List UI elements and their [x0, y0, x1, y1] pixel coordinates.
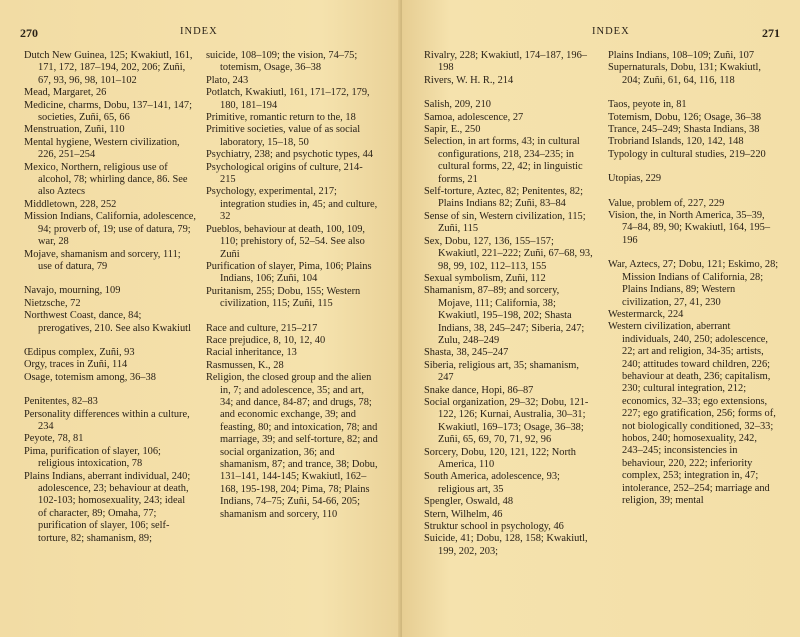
right-page	[402, 0, 800, 637]
index-entry: Psychiatry, 238; and psychotic types, 44	[206, 149, 373, 161]
index-entry: Personality differences within a culture, 234	[24, 408, 190, 432]
index-entry: Medicine, charms, Dobu, 137–141, 147; societies, Zuñi, 65, 66	[24, 99, 192, 124]
index-entry: Mental hygiene, Western civilization, 226, 251–254	[24, 136, 180, 161]
left-page-number: 270	[20, 26, 38, 40]
index-entry: Northwest Coast, dance, 84; prerogatives, 210. See also Kwakiutl	[24, 310, 191, 334]
index-entry: Taos, peyote in, 81	[608, 99, 687, 111]
index-entry: suicide, 108–109; the vision, 74–75; totemism, Osage, 36–38	[206, 50, 358, 74]
index-entry: Stern, Wilhelm, 46	[424, 508, 503, 520]
index-entry: Vision, the, in North America, 35–39, 74–84, 89, 90; Kwakiutl, 164, 195–196	[608, 210, 771, 246]
index-entry: Salish, 209, 210	[424, 99, 491, 111]
index-entry: Middletown, 228, 252	[24, 198, 117, 210]
right-index-column-2	[608, 50, 780, 507]
index-entry: Self-torture, Aztec, 82; Penitentes, 82; Plains Indians 82; Zuñi, 83–84	[424, 186, 583, 210]
index-entry: Value, problem of, 227, 229	[608, 197, 725, 209]
index-entry: Puritanism, 255; Dobu, 155; Western civilization, 115; Zuñi, 115	[206, 285, 361, 310]
index-entry: Pueblos, behaviour at death, 100, 109, 110; prehistory of, 52–54. See also Zuñi	[206, 223, 366, 260]
index-entry: Purification of slayer, Pima, 106; Plains Indians, 106; Zuñi, 104	[206, 260, 372, 285]
right-index-column-1	[424, 50, 596, 558]
section-gap	[24, 384, 196, 396]
index-entry: Religion, the closed group and the alien in, 7; and adolescence, 35; and art, 34; and dance, 84-87; and drugs, 78; and economic exchange, 39; and feasting, 80; and intoxication, 78; and marriage, 39; and self-torture, 82; and social organization, 36; and shamanism, 87; and trance, 38; Dobu, 131–141, 144-145; Kwakiutl, 162–168, 195-198, 204; Pima, 78; Plains Indians, 74–75; Zuñi, 54-66, 205; shamanism and sorcery, 110	[206, 372, 378, 520]
index-entry: Dutch New Guinea, 125; Kwakiutl, 161, 171, 172, 187–194, 202, 206; Zuñi, 67, 93, 96, 98, 101–102	[24, 50, 193, 86]
index-entry: Race prejudice, 8, 10, 12, 40	[206, 334, 326, 346]
left-running-header: INDEX	[180, 26, 218, 37]
index-entry: Samoa, adolescence, 27	[424, 111, 524, 123]
index-entry: Osage, totemism among, 36–38	[24, 371, 156, 383]
index-entry: Struktur school in psychology, 46	[424, 521, 564, 533]
section-gap	[608, 87, 780, 99]
right-running-header: INDEX	[592, 26, 630, 37]
index-entry: Trobriand Islands, 120, 142, 148	[608, 136, 744, 148]
index-entry: Nietzsche, 72	[24, 297, 81, 309]
index-entry: Mojave, shamanism and sorcery, 111; use of datura, 79	[24, 248, 181, 272]
index-entry: Mission Indians, California, adolescence, 94; proverb of, 19; use of datura, 79; war, 28	[24, 211, 196, 248]
index-entry: Peyote, 78, 81	[24, 433, 84, 445]
index-entry: Westermarck, 224	[608, 308, 684, 320]
index-entry: Selection, in art forms, 43; in cultural configurations, 218, 234–235; in cultural forms, 22, 42; in linguistic forms, 21	[424, 136, 583, 185]
index-entry: Snake dance, Hopi, 86–87	[424, 384, 534, 396]
index-entry: Sense of sin, Western civilization, 115; Zuñi, 115	[424, 210, 586, 235]
index-entry: Plains Indians, aberrant individual, 240; adolescence, 23; behaviour at death, 102-103; homosexuality, 243; ideal of character, 89; Omaha, 77; purification of slayer, 106; self-torture, 82; shamanism, 89;	[24, 470, 191, 544]
index-entry: Rasmussen, K., 28	[206, 359, 284, 371]
index-entry: Social organization, 29–32; Dobu, 121-122, 126; Kurnai, Australia, 30–31; Kwakiutl, 169–173; Osage, 36–38; Zuñi, 65, 69, 70, 71, 92, 96	[424, 396, 589, 446]
section-gap	[206, 311, 378, 323]
index-entry: Menstruation, Zuñi, 110	[24, 124, 125, 136]
section-gap	[608, 161, 780, 173]
index-entry: Penitentes, 82–83	[24, 396, 98, 408]
index-entry: Trance, 245–249; Shasta Indians, 38	[608, 124, 760, 136]
index-entry: Plato, 243	[206, 74, 249, 86]
index-entry: Navajo, mourning, 109	[24, 285, 121, 297]
index-entry: Psychological origins of culture, 214-215	[206, 161, 363, 186]
index-entry: Spengler, Oswald, 48	[424, 496, 514, 508]
index-entry: Pima, purification of slayer, 106; religious intoxication, 78	[24, 445, 161, 470]
index-entry: Utopias, 229	[608, 173, 662, 185]
index-entry: South America, adolescence, 93; religious art, 35	[424, 471, 560, 495]
section-gap	[24, 335, 196, 347]
index-entry: Sex, Dobu, 127, 136, 155–157; Kwakiutl, 221–222; Zuñi, 67–68, 93, 98, 99, 102, 112–113, 155	[424, 235, 593, 272]
index-entry: War, Aztecs, 27; Dobu, 121; Eskimo, 28; Mission Indians of California, 28; Plains Indians, 89; Western civilization, 27, 41, 230	[608, 259, 779, 308]
left-index-column-2	[206, 50, 378, 521]
index-entry: Siberia, religious art, 35; shamanism, 247	[424, 359, 579, 384]
index-entry: Orgy, traces in Zuñi, 114	[24, 359, 128, 371]
index-entry: Totemism, Dobu, 126; Osage, 36–38	[608, 111, 762, 123]
index-entry: Shamanism, 87–89; and sorcery, Mojave, 111; California, 38; Kwakiutl, 195–198, 202; Shasta Indians, 38, 245–247; Siberia, 247; Zulu, 248–249	[424, 285, 585, 346]
index-entry: Mead, Margaret, 26	[24, 87, 107, 99]
index-entry: Sapir, E., 250	[424, 124, 481, 136]
left-index-column-1	[24, 50, 196, 545]
index-entry: Œdipus complex, Zuñi, 93	[24, 346, 135, 358]
index-entry: Supernaturals, Dobu, 131; Kwakiutl, 204; Zuñi, 61, 64, 116, 118	[608, 62, 761, 86]
index-entry: Race and culture, 215–217	[206, 322, 318, 334]
index-entry: Shasta, 38, 245–247	[424, 347, 509, 359]
index-entry: Potlatch, Kwakiutl, 161, 171–172, 179, 180, 181–194	[206, 87, 370, 111]
section-gap	[608, 186, 780, 198]
index-entry: Plains Indians, 108–109; Zuñi, 107	[608, 50, 755, 61]
index-entry: Mexico, Northern, religious use of alcohol, 78; whirling dance, 86. See also Aztecs	[24, 161, 188, 198]
right-page-number: 271	[762, 26, 780, 40]
index-entry: Western civilization, aberrant individuals, 240, 250; adolescence, 22; art and religion, 34-35; artists, 240; attitudes toward children, 226; behaviour at death, 236; capitalism, 230; cultural integration, 212; economics, 32–33; ego extensions, 227; ego gratification, 256; forms of, not biologically conditioned, 32–33; hobos, 240; homosexuality, 242, 243–245; inconsistencies in behaviour, 220, 222; inferiority complex, 253; integration in, 47; intolerance, 252–254; marriage and religion, 39; mental	[608, 321, 776, 506]
section-gap	[424, 87, 596, 99]
index-entry: Primitive, romantic return to the, 18	[206, 112, 356, 124]
index-entry: Sexual symbolism, Zuñi, 112	[424, 272, 546, 284]
index-entry: Sorcery, Dobu, 120, 121, 122; North America, 110	[424, 446, 576, 470]
index-entry: Rivalry, 228; Kwakiutl, 174–187, 196–198	[424, 50, 587, 74]
index-entry: Typology in cultural studies, 219–220	[608, 148, 766, 160]
index-entry: Rivers, W. H. R., 214	[424, 74, 514, 86]
index-entry: Psychology, experimental, 217; integration studies in, 45; and culture, 32	[206, 186, 378, 223]
section-gap	[608, 247, 780, 259]
index-entry: Racial inheritance, 13	[206, 347, 297, 359]
section-gap	[24, 273, 196, 285]
index-entry: Primitive societies, value of as social laboratory, 15–18, 50	[206, 124, 361, 148]
index-entry: Suicide, 41; Dobu, 128, 158; Kwakiutl, 199, 202, 203;	[424, 533, 588, 557]
